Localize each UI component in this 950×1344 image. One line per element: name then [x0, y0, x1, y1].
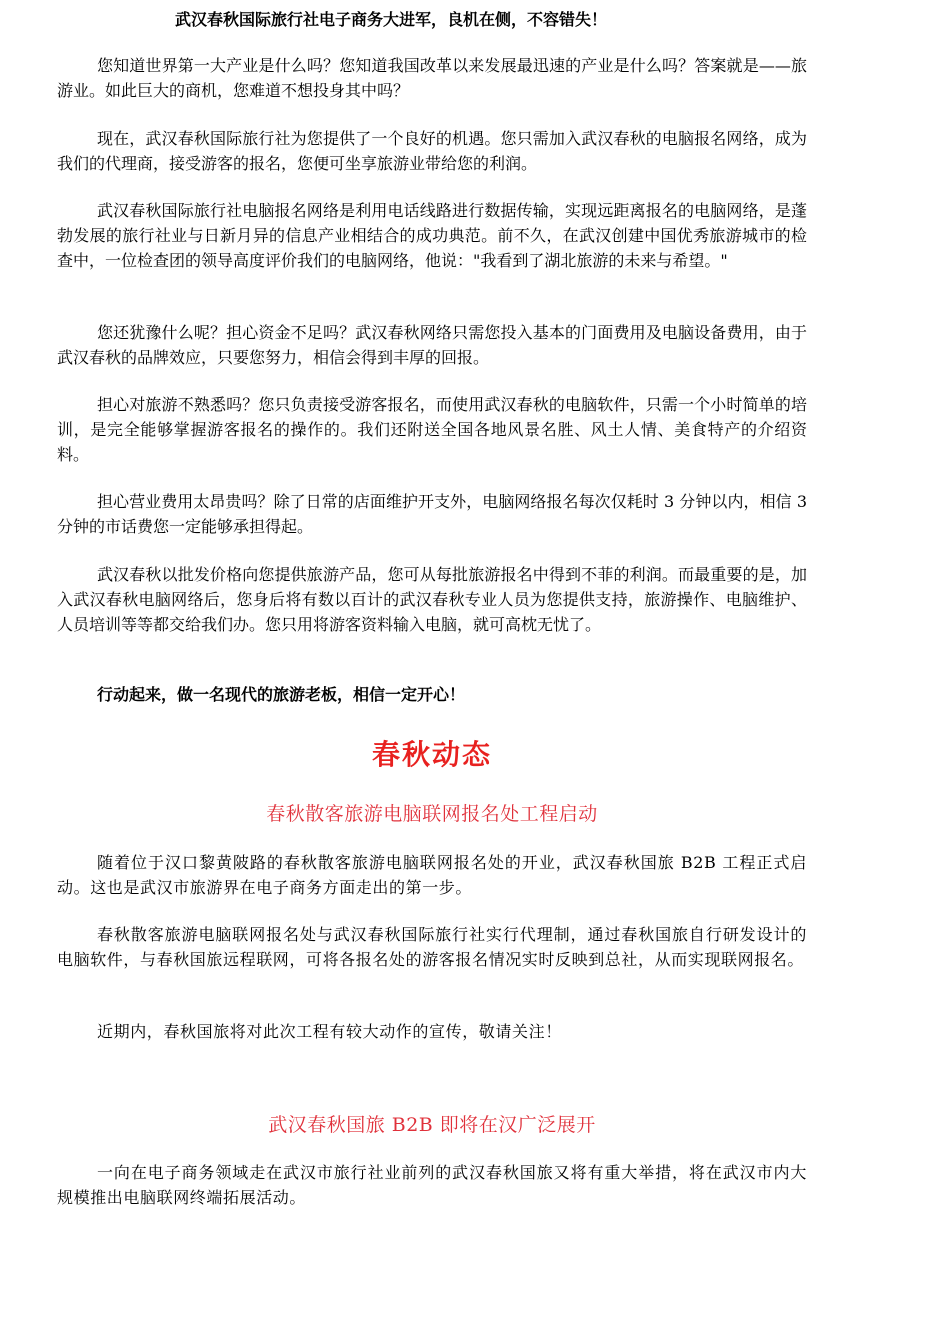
- news-item-2-paragraph-1: 一向在电子商务领域走在武汉市旅行社业前列的武汉春秋国旅又将有重大举措，将在武汉市内大规模推出电脑联网终端拓展活动。: [57, 1163, 807, 1207]
- news-item-1-paragraph-3: 近期内，春秋国旅将对此次工程有较大动作的宣传，敬请关注！: [97, 1022, 562, 1041]
- news-item-1-paragraph-1: 随着位于汉口黎黄陂路的春秋散客旅游电脑联网报名处的开业，武汉春秋国旅 B2B 工程正式启动。这也是武汉市旅游界在电子商务方面走出的第一步。: [57, 853, 807, 897]
- article-paragraph-3: 武汉春秋国际旅行社电脑报名网络是利用电话线路进行数据传输，实现远距离报名的电脑网络，是蓬勃发展的旅行社业与日新月异的信息产业相结合的成功典范。前不久，在武汉创建中国优秀旅游城市的检查中，一位检查团的领导高度评价我们的电脑网络，他说："我看到了湖北旅游的未来与希望。": [57, 201, 807, 270]
- article-paragraph-2: 现在，武汉春秋国际旅行社为您提供了一个良好的机遇。您只需加入武汉春秋的电脑报名网络，成为我们的代理商，接受游客的报名，您便可坐享旅游业带给您的利润。: [57, 129, 807, 173]
- article-paragraph-1: 您知道世界第一大产业是什么吗？您知道我国改革以来发展最迅速的产业是什么吗？答案就是——旅游业。如此巨大的商机，您难道不想投身其中吗？: [57, 56, 807, 100]
- news-heading: 春秋动态: [371, 738, 492, 771]
- article-paragraph-5: 担心对旅游不熟悉吗？您只负责接受游客报名，而使用武汉春秋的电脑软件，只需一个小时简单的培训，是完全能够掌握游客报名的操作的。我们还附送全国各地风景名胜、风土人情、美食特产的介绍资料。: [57, 395, 807, 464]
- article-title: 武汉春秋国际旅行社电子商务大进军，良机在侧，不容错失！: [175, 10, 608, 29]
- news-item-1-title: 春秋散客旅游电脑联网报名处工程启动: [266, 803, 598, 825]
- article-paragraph-7: 武汉春秋以批发价格向您提供旅游产品，您可从每批旅游报名中得到不菲的利润。而最重要的是，加入武汉春秋电脑网络后，您身后将有数以百计的武汉春秋专业人员为您提供支持，旅游操作、电脑维护、人员培训等等都交给我们办。您只用将游客资料输入电脑，就可高枕无忧了。: [57, 565, 807, 634]
- article-paragraph-6: 担心营业费用太昂贵吗？除了日常的店面维护开支外，电脑网络报名每次仅耗时 3 分钟以内，相信 3 分钟的市话费您一定能够承担得起。: [57, 492, 807, 536]
- article-paragraph-4: 您还犹豫什么呢？担心资金不足吗？武汉春秋网络只需您投入基本的门面费用及电脑设备费用，由于武汉春秋的品牌效应，只要您努力，相信会得到丰厚的回报。: [57, 323, 807, 367]
- article-closing: 行动起来，做一名现代的旅游老板，相信一定开心！: [97, 685, 466, 704]
- news-item-1-paragraph-2: 春秋散客旅游电脑联网报名处与武汉春秋国际旅行社实行代理制，通过春秋国旅自行研发设计的电脑软件，与春秋国旅远程联网，可将各报名处的游客报名情况实时反映到总社，从而实现联网报名。: [57, 925, 807, 969]
- news-item-2-title: 武汉春秋国旅 B2B 即将在汉广泛展开: [268, 1114, 596, 1136]
